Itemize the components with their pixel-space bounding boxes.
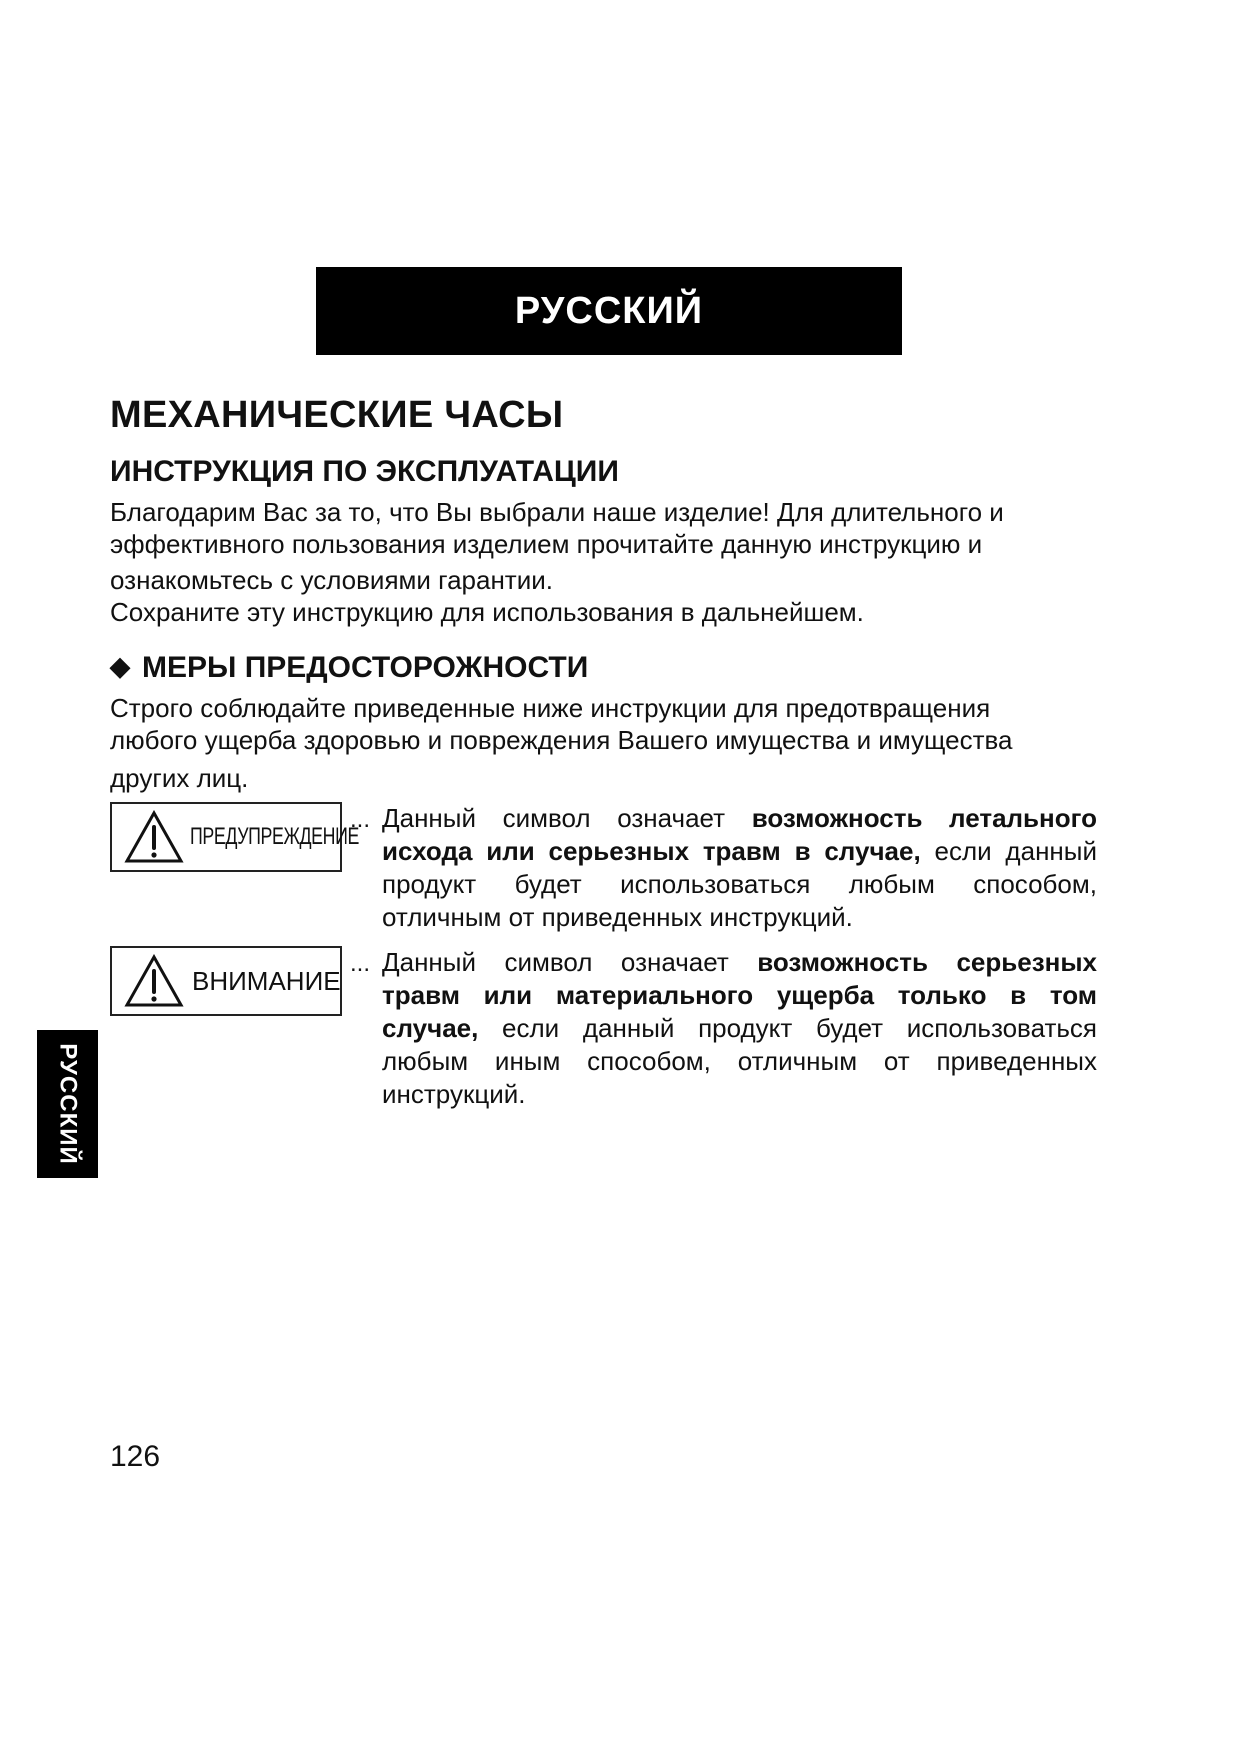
caution-notice-text (382, 946, 1097, 1111)
notice-dots: ... (350, 950, 371, 977)
caution-symbol-label: ВНИМАНИЕ (192, 965, 341, 996)
page-number: 126 (110, 1440, 161, 1473)
intro-line: эффективного пользования изделием прочитайте данную инструкцию и (110, 529, 983, 559)
precautions-line: любого ущерба здоровью и повреждения Вашего имущества и имущества (110, 725, 1013, 755)
warning-notice-text (382, 802, 1097, 934)
document-content (110, 390, 1110, 1109)
precautions-heading (110, 646, 1110, 688)
warning-symbol-label: ПРЕДУПРЕЖДЕНИЕ (190, 823, 359, 850)
precautions-line: Строго соблюдайте приведенные ниже инструкции для предотвращения (110, 693, 991, 723)
document-title: МЕХАНИЧЕСКИЕ ЧАСЫ (110, 394, 564, 436)
language-banner (316, 267, 902, 355)
language-banner-label: РУССКИЙ (514, 289, 704, 332)
caution-symbol-box (110, 946, 342, 1016)
warning-triangle-icon (124, 810, 184, 864)
notice-text-normal: если данный продукт будет использоваться любым способом, отличным от приведенных инструкций. (382, 836, 1097, 932)
notice-text-normal: если данный продукт будет использоваться любым иным способом, отличным от приведенных инструкций. (382, 1013, 1097, 1109)
diamond-bullet-icon: ◆ (110, 651, 130, 681)
side-language-tab-label: РУССКИЙ (54, 1043, 82, 1165)
notice-dots: ... (350, 806, 371, 833)
document-subtitle: ИНСТРУКЦИЯ ПО ЭКСПЛУАТАЦИИ (110, 455, 619, 488)
notice-text-bold: возможность серьезных травм или материального ущерба только в том случае, (382, 947, 1097, 1043)
warning-triangle-icon (124, 954, 184, 1008)
side-language-tab (37, 1030, 98, 1178)
precautions-line: других лиц. (110, 763, 249, 793)
notice-text-normal: Данный символ означает (382, 947, 758, 977)
intro-line: Благодарим Вас за то, что Вы выбрали наше изделие! Для длительного и (110, 497, 1004, 527)
warning-symbol-box (110, 802, 359, 872)
notice-text-normal: Данный символ означает (382, 803, 752, 833)
precautions-heading-text: МЕРЫ ПРЕДОСТОРОЖНОСТИ (142, 651, 589, 684)
intro-line: ознакомьтесь с условиями гарантии. (110, 565, 553, 595)
intro-paragraph (110, 496, 1110, 628)
precautions-paragraph (110, 692, 1110, 794)
intro-line: Сохраните эту инструкцию для использования в дальнейшем. (110, 597, 864, 627)
notice-text-bold: возможность летального исхода или серьезных травм в случае, (382, 803, 1097, 866)
